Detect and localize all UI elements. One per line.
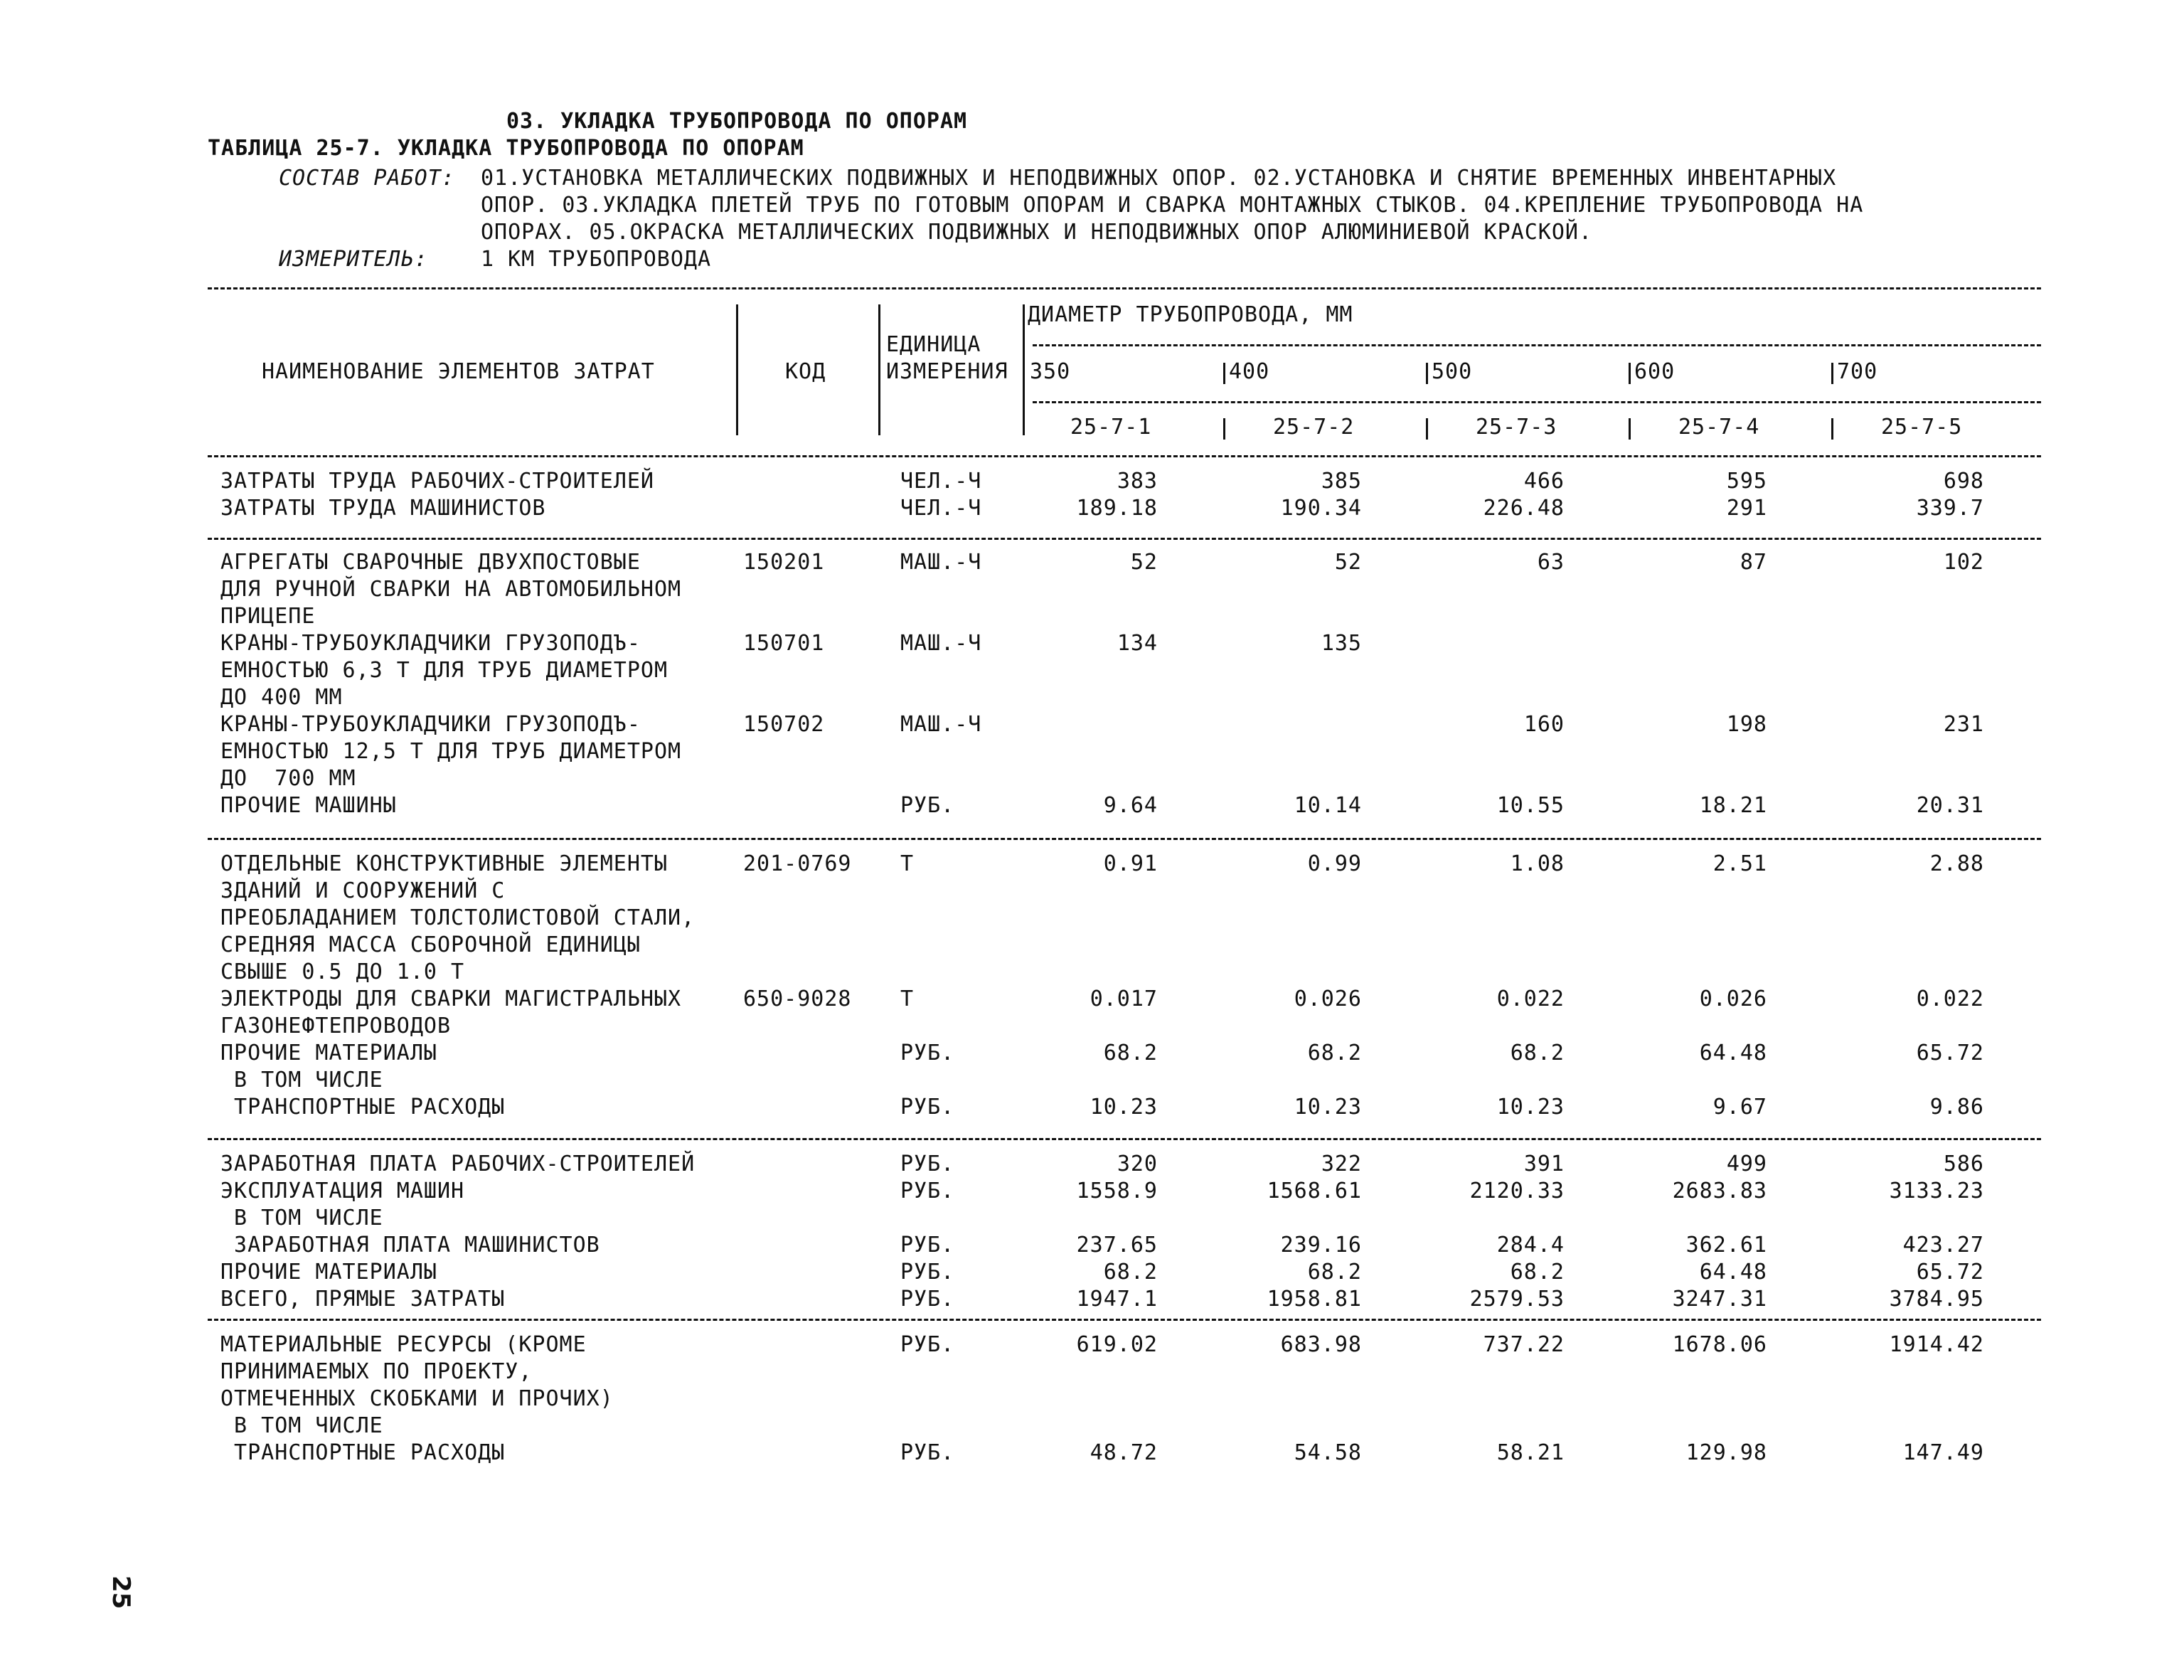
code-25-7-3: 25-7-3 [1476,415,1557,440]
row-value: 1558.9 [1076,1179,1158,1203]
row-value: 320 [1117,1152,1158,1176]
row-unit: РУБ. [900,1332,955,1357]
row-name-line: ПРЕОБЛАДАНИЕМ ТОЛСТОЛИСТОВОЙ СТАЛИ, [220,905,696,930]
row-unit: РУБ. [900,1152,955,1176]
row-unit: Т [900,851,915,876]
row-unit: РУБ. [900,1095,955,1120]
row-name-line: ЭКСПЛУАТАЦИЯ МАШИН [220,1179,465,1203]
row-value: 737.22 [1483,1332,1565,1357]
row-value: 48.72 [1090,1440,1158,1465]
row-value: 1914.42 [1889,1332,1984,1357]
row-value: 466 [1523,469,1565,494]
row-name-line: ЭЛЕКТРОДЫ ДЛЯ СВАРКИ МАГИСТРАЛЬНЫХ [220,987,682,1011]
row-value: 9.67 [1712,1095,1767,1120]
row-name-line: ЗАТРАТЫ ТРУДА РАБОЧИХ-СТРОИТЕЛЕЙ [220,469,654,494]
row-code: 650-9028 [743,987,852,1011]
row-unit: РУБ. [900,1179,955,1203]
row-name-line: ЕМНОСТЬЮ 12,5 Т ДЛЯ ТРУБ ДИАМЕТРОМ [220,739,682,764]
column-separator [736,304,738,435]
row-value: 0.99 [1307,851,1362,876]
row-value: 64.48 [1699,1041,1767,1065]
row-name-line: КРАНЫ-ТРУБОУКЛАДЧИКИ ГРУЗОПОДЪ- [220,631,641,656]
row-value: 102 [1943,550,1984,575]
row-value: 1678.06 [1672,1332,1767,1357]
row-unit: РУБ. [900,1041,955,1065]
row-name-line: ПРОЧИЕ МАШИНЫ [220,793,397,818]
row-value: 18.21 [1699,793,1767,818]
row-value: 9.86 [1929,1095,1984,1120]
row-value: 237.65 [1076,1233,1158,1258]
row-value: 52 [1130,550,1158,575]
row-value: 362.61 [1685,1233,1767,1258]
row-unit: РУБ. [900,1287,955,1312]
row-name-line: ТРАНСПОРТНЫЕ РАСХОДЫ [220,1095,506,1120]
row-value: 160 [1523,712,1565,737]
row-value: 87 [1740,550,1767,575]
row-value: 65.72 [1916,1260,1984,1285]
group-separator-rule [208,1138,2041,1140]
column-separator [1023,304,1025,435]
row-value: 226.48 [1483,496,1565,521]
group-separator-rule [208,838,2041,840]
work-composition-label: СОСТАВ РАБОТ: [279,166,455,191]
code-25-7-2: 25-7-2 [1273,415,1355,440]
diameter-350: 350 [1030,359,1071,384]
code-separator [1629,418,1631,440]
row-name-line: ЕМНОСТЬЮ 6,3 Т ДЛЯ ТРУБ ДИАМЕТРОМ [220,658,668,683]
row-value: 239.16 [1280,1233,1362,1258]
row-value: 0.026 [1699,987,1767,1011]
row-value: 54.58 [1294,1440,1362,1465]
row-value: 189.18 [1076,496,1158,521]
row-name-line: В ТОМ ЧИСЛЕ [220,1068,383,1092]
row-value: 58.21 [1496,1440,1565,1465]
code-separator [1426,418,1428,440]
row-unit: Т [900,987,915,1011]
row-value: 2.51 [1712,851,1767,876]
unit-column-header: ЕДИНИЦА [886,332,981,357]
row-name-line: ПРОЧИЕ МАТЕРИАЛЫ [220,1041,437,1065]
row-value: 134 [1117,631,1158,656]
measure-label: ИЗМЕРИТЕЛЬ: [279,247,428,272]
row-unit: РУБ. [900,1260,955,1285]
row-name-line: ПРИЦЕПЕ [220,604,316,629]
page-number: 25 [107,1575,135,1610]
row-value: 9.64 [1103,793,1158,818]
row-value: 683.98 [1280,1332,1362,1357]
row-name-line: ДЛЯ РУЧНОЙ СВАРКИ НА АВТОМОБИЛЬНОМ [220,577,682,602]
row-value: 10.23 [1496,1095,1565,1120]
unit-column-header: ИЗМЕРЕНИЯ [886,359,1008,384]
row-value: 68.2 [1510,1260,1565,1285]
row-value: 129.98 [1685,1440,1767,1465]
row-value: 10.55 [1496,793,1565,818]
row-value: 68.2 [1510,1041,1565,1065]
row-value: 339.7 [1916,496,1984,521]
table-title: ТАБЛИЦА 25-7. УКЛАДКА ТРУБОПРОВОДА ПО ОПОРАМ [208,136,804,161]
row-value: 698 [1943,469,1984,494]
row-value: 231 [1943,712,1984,737]
diameter-400: 400 [1229,359,1270,384]
row-value: 68.2 [1103,1041,1158,1065]
row-value: 423.27 [1902,1233,1984,1258]
row-unit: МАШ.-Ч [900,631,982,656]
row-value: 63 [1537,550,1565,575]
row-value: 291 [1726,496,1767,521]
work-composition-line: ОПОР. 03.УКЛАДКА ПЛЕТЕЙ ТРУБ ПО ГОТОВЫМ ОПОРАМ И СВАРКА МОНТАЖНЫХ СТЫКОВ. 04.КРЕПЛЕНИЕ ТРУБОПРОВОДА НА [481,193,1864,218]
work-composition-line: 01.УСТАНОВКА МЕТАЛЛИЧЕСКИХ ПОДВИЖНЫХ И НЕПОДВИЖНЫХ ОПОР. 02.УСТАНОВКА И СНЯТИЕ ВРЕМЕННЫХ ИНВЕНТАРНЫХ [481,166,1837,191]
row-value: 391 [1523,1152,1565,1176]
row-name-line: СВЫШЕ 0.5 ДО 1.0 Т [220,959,465,984]
diameter-separator [1629,363,1631,384]
row-value: 0.022 [1916,987,1984,1011]
diameter-header: ДИАМЕТР ТРУБОПРОВОДА, ММ [1028,302,1353,327]
row-value: 20.31 [1916,793,1984,818]
row-value: 3784.95 [1889,1287,1984,1312]
row-value: 0.91 [1103,851,1158,876]
row-value: 68.2 [1103,1260,1158,1285]
row-value: 52 [1334,550,1362,575]
row-value: 383 [1117,469,1158,494]
group-separator-rule [208,538,2041,540]
row-value: 284.4 [1496,1233,1565,1258]
row-name-line: МАТЕРИАЛЬНЫЕ РЕСУРСЫ (КРОМЕ [220,1332,587,1357]
row-value: 1.08 [1510,851,1565,876]
row-value: 595 [1726,469,1767,494]
row-value: 385 [1321,469,1362,494]
row-value: 2683.83 [1672,1179,1767,1203]
row-unit: МАШ.-Ч [900,712,982,737]
diameter-700: 700 [1837,359,1878,384]
name-column-header: НАИМЕНОВАНИЕ ЭЛЕМЕНТОВ ЗАТРАТ [262,359,655,384]
row-value: 0.017 [1090,987,1158,1011]
row-name-line: АГРЕГАТЫ СВАРОЧНЫЕ ДВУХПОСТОВЫЕ [220,550,641,575]
row-name-line: ОТМЕЧЕННЫХ СКОБКАМИ И ПРОЧИХ) [220,1386,614,1411]
column-separator [878,304,880,435]
row-value: 190.34 [1280,496,1362,521]
row-name-line: ЗДАНИЙ И СООРУЖЕНИЙ С [220,878,506,903]
row-code: 150702 [743,712,825,737]
measure-value: 1 КМ ТРУБОПРОВОДА [481,247,712,272]
row-code: 201-0769 [743,851,852,876]
row-value: 322 [1321,1152,1362,1176]
row-value: 586 [1943,1152,1984,1176]
row-code: 150701 [743,631,825,656]
code-rule [1033,401,2041,403]
diameter-rule [1033,344,2041,346]
row-unit: РУБ. [900,793,955,818]
section-title: 03. УКЛАДКА ТРУБОПРОВОДА ПО ОПОРАМ [506,109,968,134]
row-name-line: ДО 400 ММ [220,685,343,710]
code-column-header: КОД [785,359,826,384]
row-unit: РУБ. [900,1440,955,1465]
row-value: 1958.81 [1267,1287,1362,1312]
row-name-line: В ТОМ ЧИСЛЕ [220,1413,383,1438]
diameter-600: 600 [1634,359,1676,384]
row-name-line: ОТДЕЛЬНЫЕ КОНСТРУКТИВНЫЕ ЭЛЕМЕНТЫ [220,851,668,876]
row-value: 0.026 [1294,987,1362,1011]
diameter-separator [1426,363,1428,384]
row-name-line: ДО 700 ММ [220,766,356,791]
code-25-7-5: 25-7-5 [1881,415,1963,440]
row-value: 2.88 [1929,851,1984,876]
row-value: 68.2 [1307,1041,1362,1065]
row-name-line: ТРАНСПОРТНЫЕ РАСХОДЫ [220,1440,506,1465]
row-unit: ЧЕЛ.-Ч [900,469,982,494]
code-25-7-4: 25-7-4 [1678,415,1760,440]
row-value: 499 [1726,1152,1767,1176]
row-value: 64.48 [1699,1260,1767,1285]
row-value: 3247.31 [1672,1287,1767,1312]
row-name-line: СРЕДНЯЯ МАССА СБОРОЧНОЙ ЕДИНИЦЫ [220,932,641,957]
row-name-line: ПРОЧИЕ МАТЕРИАЛЫ [220,1260,437,1285]
row-value: 3133.23 [1889,1179,1984,1203]
row-name-line: В ТОМ ЧИСЛЕ [220,1206,383,1230]
row-value: 65.72 [1916,1041,1984,1065]
row-code: 150201 [743,550,825,575]
code-separator [1223,418,1225,440]
row-value: 198 [1726,712,1767,737]
row-value: 135 [1321,631,1362,656]
row-value: 1568.61 [1267,1179,1362,1203]
diameter-separator [1831,363,1833,384]
row-value: 0.022 [1496,987,1565,1011]
row-name-line: ГАЗОНЕФТЕПРОВОДОВ [220,1014,452,1038]
code-separator [1831,418,1833,440]
row-value: 10.23 [1090,1095,1158,1120]
row-value: 10.23 [1294,1095,1362,1120]
group-separator-rule [208,1319,2041,1321]
row-value: 10.14 [1294,793,1362,818]
code-25-7-1: 25-7-1 [1070,415,1152,440]
row-name-line: ЗАРАБОТНАЯ ПЛАТА РАБОЧИХ-СТРОИТЕЛЕЙ [220,1152,696,1176]
diameter-500: 500 [1432,359,1473,384]
row-value: 68.2 [1307,1260,1362,1285]
row-unit: РУБ. [900,1233,955,1258]
header-bottom-rule [208,455,2041,457]
row-unit: ЧЕЛ.-Ч [900,496,982,521]
row-name-line: ЗАТРАТЫ ТРУДА МАШИНИСТОВ [220,496,546,521]
work-composition-line: ОПОРАХ. 05.ОКРАСКА МЕТАЛЛИЧЕСКИХ ПОДВИЖНЫХ И НЕПОДВИЖНЫХ ОПОР АЛЮМИНИЕВОЙ КРАСКОЙ. [481,220,1593,245]
row-name-line: ПРИНИМАЕМЫХ ПО ПРОЕКТУ, [220,1359,533,1384]
row-name-line: ВСЕГО, ПРЯМЫЕ ЗАТРАТЫ [220,1287,506,1312]
row-value: 619.02 [1076,1332,1158,1357]
row-value: 2120.33 [1469,1179,1565,1203]
row-value: 147.49 [1902,1440,1984,1465]
row-unit: МАШ.-Ч [900,550,982,575]
row-name-line: ЗАРАБОТНАЯ ПЛАТА МАШИНИСТОВ [220,1233,600,1258]
row-name-line: КРАНЫ-ТРУБОУКЛАДЧИКИ ГРУЗОПОДЪ- [220,712,641,737]
row-value: 1947.1 [1076,1287,1158,1312]
diameter-separator [1223,363,1225,384]
table-top-rule [208,287,2041,289]
row-value: 2579.53 [1469,1287,1565,1312]
